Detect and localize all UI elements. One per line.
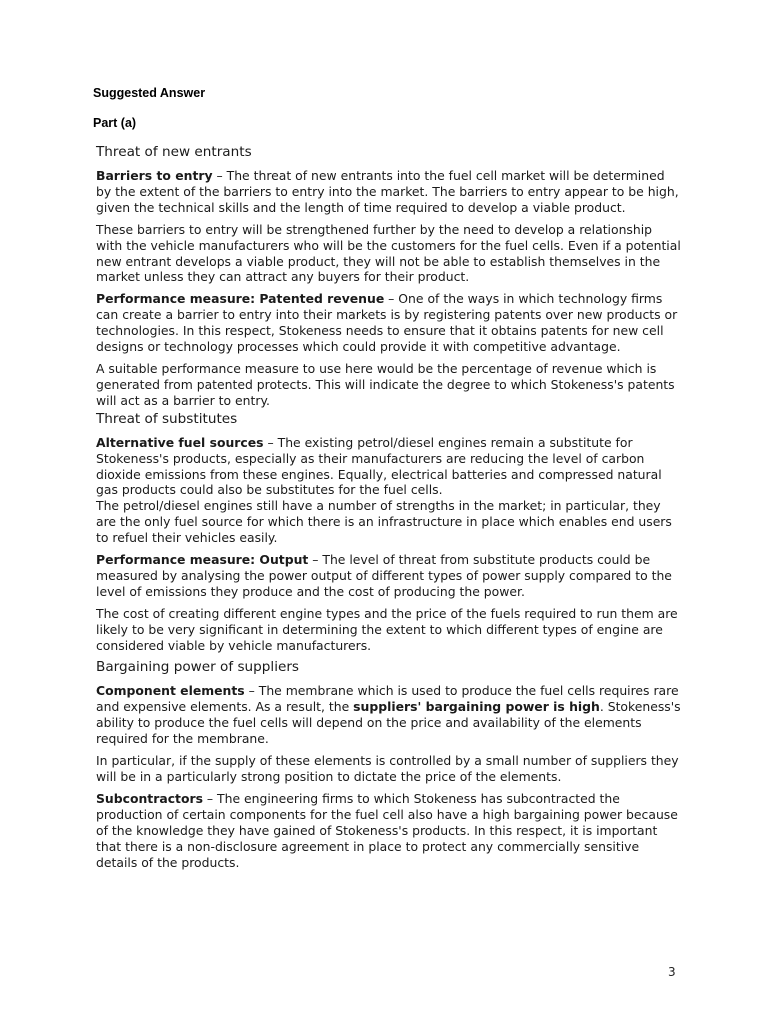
section-heading-new-entrants: Threat of new entrants — [96, 144, 252, 160]
paragraph-barriers-to-entry — [96, 168, 681, 216]
page-number: 3 — [668, 965, 676, 979]
paragraph-patented-revenue — [96, 291, 681, 355]
text-barriers-to-entry: – The threat of new entrants into the fuel cell market will be determined by the extent of the barriers to entry into the market. The barriers to entry appear to be high, given the technical skills and the length of time required to develop a viable product. — [96, 168, 679, 215]
section-heading-suppliers: Bargaining power of suppliers — [96, 659, 300, 676]
paragraph-component-elements — [96, 683, 681, 747]
paragraph-petrol-diesel-strengths: The petrol/diesel engines still have a number of strengths in the market; in particular, they are the only fuel source for which there is an infrastructure in place which enables end users to refuel their vehicles easily. — [96, 498, 672, 546]
paragraph-alternative-fuel — [96, 435, 681, 499]
paragraph-barriers-strengthened: These barriers to entry will be strengthened further by the need to develop a relationship with the vehicle manufacturers who will be the customers for the fuel cells. Even if a potential new entrant develops a viable product, they will not be able to establish themselves in the market unless they can attract any buyers for their product. — [96, 221, 681, 285]
lead-barriers-to-entry: Barriers to entry — [96, 168, 213, 183]
lead-alternative-fuel: Alternative fuel sources — [96, 434, 264, 450]
text-component-elements-b: . Stokeness's ability to produce the fuel cells will depend on the price and availability of the elements required for the membrane. — [96, 699, 681, 747]
paragraph-subcontractors — [96, 791, 681, 871]
text-component-elements-a: – The membrane which is used to produce the fuel cells requires rare and expensive elements. As a result, the — [96, 683, 679, 715]
text-output-measure: – The level of threat from substitute products could be measured by analysing the power output of different types of power supply compared to the level of emissions they produce and the cost of producing the power. — [96, 552, 672, 599]
text-alternative-fuel: – The existing petrol/diesel engines remain a substitute for Stokeness's products, especially as their manufacturers are reducing the level of carbon dioxide emissions from these engines. Equally, electrical batteries and compressed natural gas products could also be substitutes for the fuel cells. — [96, 434, 662, 498]
paragraph-revenue-measure: A suitable performance measure to use here would be the percentage of revenue which is generated from patented protects. This will indicate the degree to which Stokeness's patents will act as a barrier to entry. — [96, 360, 675, 408]
part-a-heading: Part (a) — [93, 116, 137, 130]
paragraph-output-measure — [96, 552, 681, 600]
paragraph-supply-controlled: In particular, if the supply of these elements is controlled by a small number of suppliers they will be in a particularly strong position to dictate the price of the elements. — [96, 753, 679, 784]
text-suppliers-power-high: suppliers' bargaining power is high — [353, 699, 600, 715]
lead-output-measure: Performance measure: Output — [96, 552, 309, 568]
answer-body — [96, 144, 681, 876]
lead-component-elements: Component elements — [96, 683, 245, 699]
paragraph-engine-cost: The cost of creating different engine types and the price of the fuels required to run them are likely to be very significant in determining the extent to which different types of engine are considered viable by vehicle manufacturers. — [96, 605, 678, 653]
lead-patented-revenue: Performance measure: Patented revenue — [96, 291, 385, 307]
suggested-answer-heading: Suggested Answer — [93, 86, 206, 100]
text-patented-revenue: – One of the ways in which technology firms can create a barrier to entry into their markets is by registering patents over new products or technologies. In this respect, Stokeness needs to ensure that it obtains patents for new cell designs or technology processes which could provide it with competitive advantage. — [96, 291, 678, 355]
lead-subcontractors: Subcontractors — [96, 790, 203, 806]
text-subcontractors: – The engineering firms to which Stokeness has subcontracted the production of certain components for the fuel cell also have a high bargaining power because of the knowledge they have gained of Stokeness's products. In this respect, it is important that there is a non-disclosure agreement in place to protect any commercially sensitive details of the products. — [96, 790, 678, 870]
section-heading-substitutes: Threat of substitutes — [96, 410, 238, 427]
